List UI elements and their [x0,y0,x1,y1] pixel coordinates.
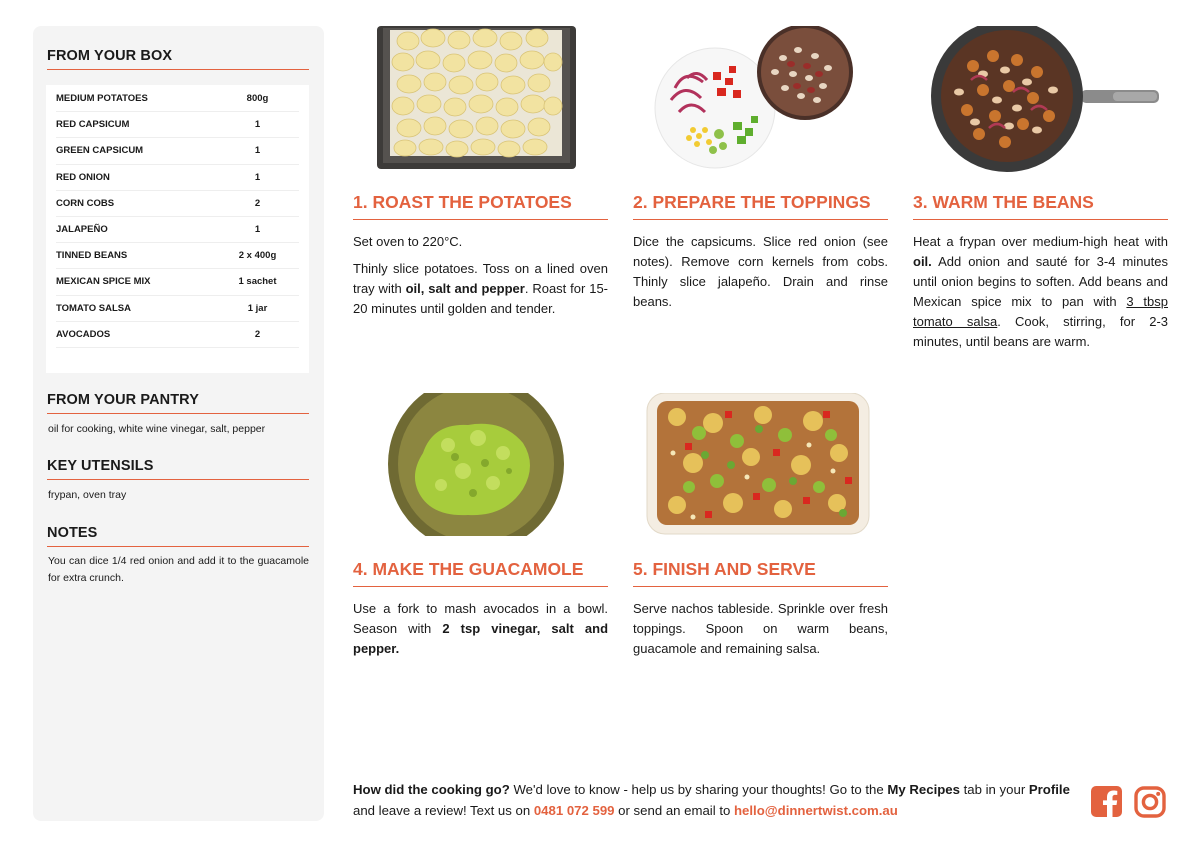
ingredient-quantity: 1 jar [247,302,268,314]
pantry-text: oil for cooking, white wine vinegar, salt, pepper [48,423,266,435]
utensils-heading: KEY UTENSILS [47,458,309,480]
ingredient-name: MEXICAN SPICE MIX [56,276,151,288]
ingredient-name: TINNED BEANS [56,250,128,262]
ingredient-name: TOMATO SALSA [56,302,131,314]
step-3-title: 3. WARM THE BEANS [913,192,1168,220]
ingredient-quantity: 1 [254,145,261,157]
ingredient-quantity: 1 [254,171,261,183]
step-5-text-1: Serve nachos tableside. Sprinkle over fresh toppings. Spoon on warm beans, guacamole and remaining salsa. [633,601,888,656]
ingredient-quantity: 2 [254,328,261,340]
step-4-title: 4. MAKE THE GUACAMOLE [353,559,608,587]
notes-heading: NOTES [47,525,309,547]
step-1-title: 1. ROAST THE POTATOES [353,192,608,220]
ingredient-name: RED ONION [56,171,110,183]
step-5-body [633,599,888,659]
ingredient-quantity: 1 [254,119,261,131]
step-5 [633,393,888,659]
step-2-title: 2. PREPARE THE TOPPINGS [633,192,888,220]
ingredient-row [56,191,299,217]
ingredient-row [56,269,299,295]
ingredient-name: AVOCADOS [56,328,111,340]
ingredient-name: CORN COBS [56,197,115,209]
step-1 [353,26,608,319]
step-4-body [353,599,608,659]
ingredient-quantity: 800g [246,93,269,105]
ingredient-quantity: 2 [254,197,261,209]
ingredient-row [56,112,299,138]
step-1-text-1: Set oven to 220°C. [353,234,463,249]
footer-question: How did the cooking go? [353,782,510,797]
ingredient-row [56,322,299,348]
ingredient-row [56,296,299,322]
ingredient-name: RED CAPSICUM [56,119,130,131]
step-1-text-2: Thinly slice potatoes. Toss on a lined oven tray with oil, salt and pepper. Roast for 15-20 minutes until golden and tender. [353,261,609,316]
ingredient-name: GREEN CAPSICUM [56,145,144,157]
ingredient-quantity: 1 [254,224,261,236]
ingredient-name: MEDIUM POTATOES [56,93,148,105]
step-4 [353,393,608,659]
instagram-icon[interactable] [1134,786,1166,818]
email-link[interactable]: hello@dinnertwist.com.au [734,803,898,818]
step-2 [633,26,888,312]
step-3 [913,26,1168,352]
step-3-body [913,232,1168,352]
ingredients-table [46,85,309,373]
step-3-text-1: Heat a frypan over medium-high heat with oil. Add onion and sauté for 3-4 minutes until onion begins to soften. Add beans and Mexican spice mix to pan with 3 tbsp tomato salsa. Cook, stirring, for 2-3 minutes, until beans are warm. [913,234,1169,349]
from-your-box-heading: FROM YOUR BOX [47,48,309,70]
ingredient-quantity: 1 sachet [238,276,277,288]
phone-link[interactable]: 0481 072 599 [533,803,615,818]
nachos-dish-photo [633,393,888,536]
beans-frypan-photo [913,26,1168,172]
review-footer: How did the cooking go? We'd love to know - help us by sharing your thoughts! Go to the My Recipes tab in your Profile and leave a review! Text us on 0481 072 599 or send an email to hello@dinnertwist.com.au [353,782,1070,818]
step-1-body [353,232,608,319]
ingredient-row [56,217,299,243]
ingredient-row [56,138,299,164]
pantry-heading: FROM YOUR PANTRY [47,392,309,414]
my-recipes-link[interactable]: My Recipes [887,782,960,797]
roasted-potatoes-photo [353,26,608,172]
step-2-body [633,232,888,312]
step-5-title: 5. FINISH AND SERVE [633,559,888,587]
ingredient-row [56,86,299,112]
step-2-text-1: Dice the capsicums. Slice red onion (see notes). Remove corn kernels from cobs. Thinly slice jalapeño. Drain and rinse beans. [633,234,888,309]
ingredient-quantity: 2 x 400g [238,250,277,262]
guacamole-photo [353,393,608,536]
profile-link[interactable]: Profile [1028,782,1070,797]
facebook-icon[interactable] [1091,786,1123,818]
ingredient-name: JALAPEÑO [56,224,108,236]
utensils-text: frypan, oven tray [48,489,127,501]
ingredient-row [56,165,299,191]
toppings-photo [633,26,888,172]
step-4-text-1: Use a fork to mash avocados in a bowl. Season with 2 tsp vinegar, salt and pepper. [353,601,609,656]
ingredients-sidebar [33,26,324,821]
ingredient-row [56,243,299,269]
notes-text: You can dice 1/4 red onion and add it to the guacamole for extra crunch. [48,555,309,584]
